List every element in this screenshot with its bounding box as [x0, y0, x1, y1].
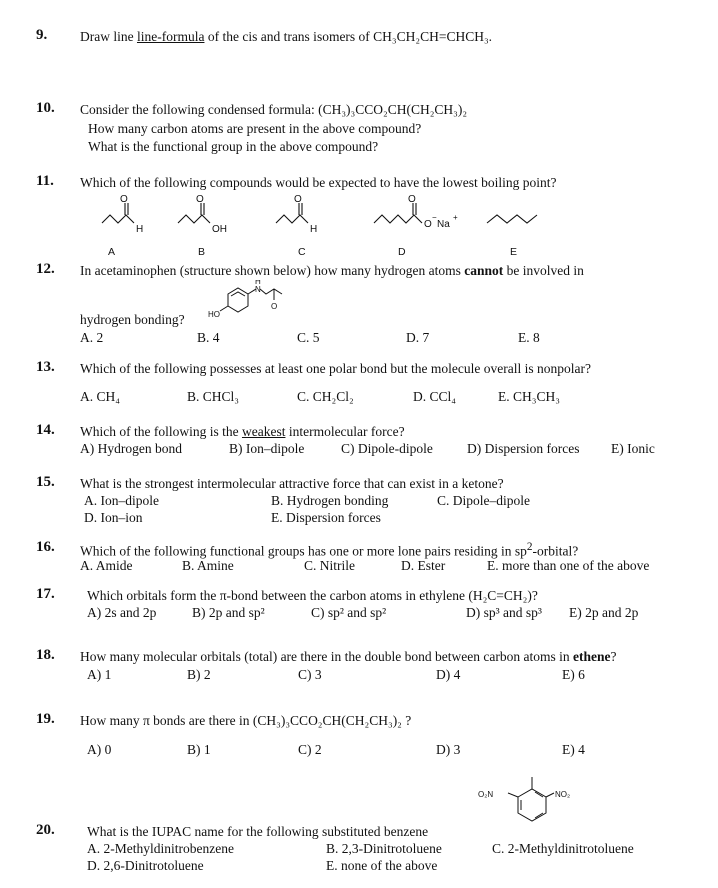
q19-option-e[interactable]: E) 4 — [562, 742, 585, 757]
q16-option-c[interactable]: C. Nitrile — [304, 558, 355, 573]
q20-number: 20. — [36, 822, 55, 838]
q13-option-a[interactable]: A. CH₄ — [80, 389, 120, 404]
label-a: A — [108, 246, 116, 258]
q17-option-e[interactable]: E) 2p and 2p — [569, 605, 639, 620]
q13-text: Which of the following possesses at least one polar bond but the molecule overall is nonpolar? — [80, 361, 591, 376]
q18-option-c[interactable]: C) 3 — [298, 667, 322, 682]
q16-text-pre: Which of the following functional groups has one or more lone pairs residing in sp — [80, 543, 527, 559]
q19-number: 19. — [36, 711, 55, 727]
q17-option-c[interactable]: C) sp² and sp² — [311, 605, 387, 620]
q16-superscript: 2 — [526, 541, 533, 553]
charge-minus: − — [432, 213, 437, 222]
q10-sub2: What is the functional group in the above compound? — [88, 139, 379, 154]
q14-underlined-word: weakest — [241, 424, 286, 439]
q18-option-d[interactable]: D) 4 — [436, 667, 461, 682]
structure-a-chain — [102, 215, 134, 223]
q19-option-d[interactable]: D) 3 — [436, 742, 461, 757]
label-e: E — [510, 246, 518, 258]
q10-sub1: How many carbon atoms are present in the above compound? — [88, 121, 422, 136]
q20-option-c[interactable]: C. 2-Methyldinitrotoluene — [492, 841, 634, 856]
structure-c-chain — [276, 215, 308, 223]
atom-h-a: H — [136, 224, 144, 235]
q18-bold-word: ethene — [572, 649, 611, 664]
q19-text: How many π bonds are there in (CH₃)₃CCO₂CH(CH₂CH₃)₂ ? — [80, 713, 412, 728]
q12-option-b[interactable]: B. 4 — [197, 330, 220, 345]
q14-number: 14. — [36, 422, 55, 438]
atom-o-d2: O — [424, 219, 432, 230]
q12-option-a[interactable]: A. 2 — [80, 330, 104, 345]
atom-n-amide: N — [255, 285, 261, 294]
q12-bold-word: cannot — [464, 263, 504, 278]
label-c: C — [298, 246, 306, 258]
q14-text-pre: Which of the following is the — [80, 424, 242, 439]
q17-option-d[interactable]: D) sp³ and sp³ — [466, 605, 542, 620]
q9-text — [80, 29, 492, 45]
q11-structures — [0, 190, 718, 260]
q17-option-b[interactable]: B) 2p and sp² — [192, 605, 265, 620]
q20-option-d[interactable]: D. 2,6-Dinitrotoluene — [87, 858, 204, 873]
q15-number: 15. — [36, 474, 55, 490]
q12-option-e[interactable]: E. 8 — [518, 330, 540, 345]
q9-text-pre: Draw line — [80, 29, 137, 44]
q15-option-e[interactable]: E. Dispersion forces — [271, 510, 381, 525]
q13-option-b[interactable]: B. CHCl₃ — [187, 389, 239, 404]
q18-option-e[interactable]: E) 6 — [562, 667, 585, 682]
q15-text: What is the strongest intermolecular attractive force that can exist in a ketone? — [80, 476, 504, 491]
q15-option-d[interactable]: D. Ion–ion — [84, 510, 143, 525]
q17-text: Which orbitals form the π-bond between the carbon atoms in ethylene (H₂C=CH₂)? — [87, 588, 538, 603]
q14-option-d[interactable]: D) Dispersion forces — [467, 441, 580, 456]
q12-text-pre: In acetaminophen (structure shown below) how many hydrogen atoms — [80, 263, 465, 278]
charge-plus: + — [453, 213, 458, 222]
q13-option-c[interactable]: C. CH₂Cl₂ — [297, 389, 354, 404]
q18-text-pre: How many molecular orbitals (total) are there in the double bond between carbon atoms in — [80, 649, 573, 664]
atom-oh-b: OH — [212, 224, 227, 235]
q16-option-a[interactable]: A. Amide — [80, 558, 133, 573]
q15-option-a[interactable]: A. Ion–dipole — [84, 493, 159, 508]
q9-text-post: of the cis and trans isomers of CH₃CH₂CH=CHCH₃. — [204, 29, 493, 44]
q10-number: 10. — [36, 100, 55, 116]
q20-text: What is the IUPAC name for the following substituted benzene — [87, 824, 429, 839]
nitro-group-right: NO₂ — [555, 790, 571, 799]
q16-option-b[interactable]: B. Amine — [182, 558, 234, 573]
benzene-ring-q20 — [518, 789, 546, 821]
atom-h-amide: H — [255, 280, 261, 286]
q12-option-d[interactable]: D. 7 — [406, 330, 430, 345]
q18-number: 18. — [36, 647, 55, 663]
q19-option-b[interactable]: B) 1 — [187, 742, 211, 757]
q9-number: 9. — [36, 27, 48, 43]
atom-o-d: O — [408, 194, 416, 205]
q18-text-post: ? — [610, 649, 617, 664]
q18-text — [80, 649, 616, 665]
q13-option-e[interactable]: E. CH₃CH₃ — [498, 389, 560, 404]
q12-option-c[interactable]: C. 5 — [297, 330, 320, 345]
q16-number: 16. — [36, 539, 55, 555]
acetaminophen-structure — [190, 280, 300, 332]
q14-option-c[interactable]: C) Dipole-dipole — [341, 441, 433, 456]
q17-option-a[interactable]: A) 2s and 2p — [87, 605, 157, 620]
q19-option-c[interactable]: C) 2 — [298, 742, 322, 757]
q18-option-a[interactable]: A) 1 — [87, 667, 112, 682]
label-b: B — [198, 246, 206, 258]
q17-number: 17. — [36, 586, 55, 602]
atom-o-carbonyl: O — [271, 302, 278, 311]
atom-o-a: O — [120, 194, 128, 205]
q13-option-d[interactable]: D. CCl₄ — [413, 389, 456, 404]
atom-h-c: H — [310, 224, 318, 235]
q14-option-e[interactable]: E) Ionic — [611, 441, 655, 456]
q9-underlined-term: line-formula — [136, 29, 205, 44]
q16-text — [80, 541, 578, 560]
q11-number: 11. — [36, 173, 54, 189]
q15-option-c[interactable]: C. Dipole–dipole — [437, 493, 530, 508]
label-d: D — [398, 246, 406, 258]
nitro-group-left: O₂N — [478, 790, 494, 799]
atom-na: Na — [437, 219, 450, 230]
q12-number: 12. — [36, 261, 55, 277]
q14-text — [80, 424, 405, 440]
q19-option-a[interactable]: A) 0 — [87, 742, 112, 757]
q15-option-b[interactable]: B. Hydrogen bonding — [271, 493, 389, 508]
q14-option-a[interactable]: A) Hydrogen bond — [80, 441, 182, 456]
q20-option-e[interactable]: E. none of the above — [326, 858, 438, 873]
q12-text — [80, 263, 584, 279]
dinitrotoluene-structure — [470, 775, 590, 837]
atom-o-c: O — [294, 194, 302, 205]
structure-d-chain — [374, 215, 422, 223]
structure-b-chain — [178, 215, 210, 223]
atom-ho: HO — [208, 310, 220, 319]
q14-option-b[interactable]: B) Ion–dipole — [229, 441, 305, 456]
q12-line2: hydrogen bonding? — [80, 312, 185, 327]
atom-o-b: O — [196, 194, 204, 205]
q20-option-b[interactable]: B. 2,3-Dinitrotoluene — [326, 841, 442, 856]
q11-text: Which of the following compounds would be expected to have the lowest boiling point? — [80, 175, 557, 190]
q10-text: Consider the following condensed formula: (CH₃)₃CCO₂CH(CH₂CH₃)₂ — [80, 102, 468, 117]
q16-text-post: -orbital? — [532, 543, 579, 559]
q18-option-b[interactable]: B) 2 — [187, 667, 211, 682]
q13-number: 13. — [36, 359, 55, 375]
q14-text-post: intermolecular force? — [285, 424, 405, 439]
q20-option-a[interactable]: A. 2-Methyldinitrobenzene — [87, 841, 234, 856]
structure-e-chain — [487, 215, 537, 223]
q12-text-post: be involved in — [503, 263, 584, 278]
q16-option-d[interactable]: D. Ester — [401, 558, 446, 573]
q16-option-e[interactable]: E. more than one of the above — [487, 558, 650, 573]
